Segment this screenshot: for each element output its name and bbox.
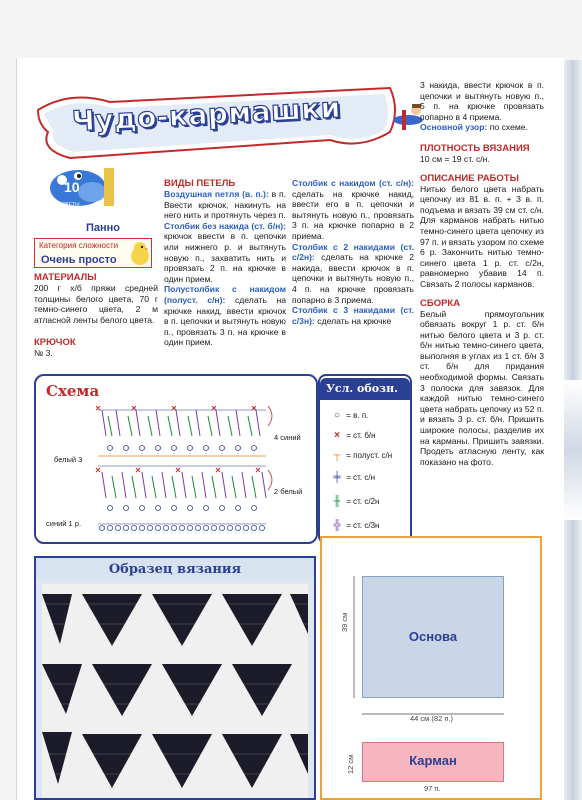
legend-item	[330, 520, 379, 531]
scheme-title: Схема	[46, 382, 100, 400]
stitch-name: Столбик без накида (ст. б/н):	[164, 220, 286, 231]
pocket-height-label: 12 см	[346, 754, 355, 774]
row-label-3: белый 3	[54, 455, 83, 464]
single-crochet-icon: ×	[334, 430, 340, 441]
base-width-label: 44 см (82 п.)	[410, 714, 453, 723]
treble-crochet-icon: ╫	[333, 496, 341, 507]
pattern-label: Основной узор:	[420, 122, 488, 133]
base-pattern	[362, 576, 504, 698]
knit-pattern-image	[42, 584, 308, 798]
page-fold-highlight	[564, 380, 582, 520]
crochet-chart	[36, 376, 316, 542]
stitch-text: сделать на крючке накид, ввести его в п. цепочки и вытянуть новую п., провязать 3 п. на крючке попарно в 2 приема.	[292, 188, 414, 241]
hippo-icon	[42, 162, 122, 212]
knitted-sample-photo	[42, 584, 308, 798]
row-label-2: 2 белый	[274, 487, 303, 496]
legend-item	[330, 410, 368, 421]
stitch-item	[292, 305, 414, 326]
stitch-item	[164, 284, 286, 348]
stitch-text: сделать на крючке	[317, 315, 392, 326]
stitch-item	[292, 178, 414, 242]
stitch-text: сделать на крючке 2 накида, ввести крючок в п. цепочки и вытянуть новую п., 4 п. на крючке провязать попарно в 3 приема.	[292, 252, 415, 305]
stitch-name: Столбик с накидом (ст. с/н):	[292, 178, 414, 188]
badge-small: СОВЕТЫ	[58, 202, 80, 208]
stitch-name: Столбик с 3 накидами (ст. с/3н):	[292, 305, 414, 326]
chick-icon	[128, 240, 152, 266]
legend-item	[330, 472, 375, 483]
stitch-item	[164, 221, 286, 285]
double-treble-icon: ╬	[333, 520, 341, 531]
work-text: Нитью белого цвета набрать цепочку из 81 в. п. + 3 в. п. подъема и вязать 39 см ст. с/н. Для карманов набрать нитью темно-синего цвета цепочку из 97 п. и вязать узором по схеме 6 р. Закончить нитью темно-синего цвета 1 р. ст. с/2н, равномерно убавив 14 п. Связать 2 полосы карманов.	[420, 183, 544, 289]
legend-label: = в. п.	[346, 411, 369, 420]
legend-label: = ст. с/н	[346, 473, 375, 482]
gauge-text: 10 см = 19 ст. с/н.	[420, 153, 490, 164]
legend-label: = ст. б/н	[346, 431, 376, 440]
stitch-text: в п. Ввести крючок, накинуть на него нить и протянуть через п.	[164, 189, 287, 221]
row-label-4: 4 синий	[274, 433, 301, 442]
instructions-column	[420, 80, 544, 467]
stitch-name: Воздушная петля (в. п.):	[164, 189, 269, 199]
title-banner	[30, 80, 410, 170]
chain-icon: ○	[333, 410, 341, 421]
stitches-column-1	[164, 178, 286, 348]
stitch-continuation: 3 накида, ввести крючок в п. цепочки и вытянуть новую п., 5 п. на крючке провязать попарно в 4 приема.	[420, 80, 544, 122]
chart-row-4	[96, 406, 266, 436]
base-height-line	[350, 576, 358, 700]
gauge-title: ПЛОТНОСТЬ ВЯЗАНИЯ	[420, 142, 530, 154]
pocket-width-label: 97 п.	[424, 784, 441, 793]
stitches-column-2	[292, 178, 414, 326]
sample-title: Образец вязания	[36, 558, 314, 580]
legend-item	[330, 496, 379, 507]
assembly-text: Белый прямоугольник обвязать вокруг 1 р. ст. б/н нитью белого цвета и 3 р. ст. б/н нитью темно-синего цвета, выполняя в углах из 1 ст. б/н 3 ст. б/н для придания необходимой формы. Связать 3 полоски для завязок. Для каждой нитью темно-синего цвета набрать цепочку из 52 п. и вязать 3 р. ст. б/н. Пришить широкие полосы, разделив их на карманы. Пришить завязки. Продеть атласную ленту, как показано на фото.	[420, 308, 544, 467]
stitch-name: Столбик с 2 накидами (ст. с/2н):	[292, 241, 414, 263]
sample-panel	[34, 556, 316, 800]
legend-label: = ст. с/3н	[346, 521, 380, 530]
pattern-line	[420, 122, 544, 133]
base-label: Основа	[408, 629, 458, 644]
work-title: ОПИСАНИЕ РАБОТЫ	[420, 172, 519, 184]
pocket-label: Карман	[409, 753, 457, 768]
materials-title: МАТЕРИАЛЫ	[34, 272, 97, 283]
legend-label: = полуст. с/н	[346, 451, 393, 460]
difficulty-value: Очень просто	[41, 254, 117, 266]
pocket-pattern	[362, 742, 504, 782]
chart-row-2	[96, 468, 266, 498]
hook-text: № 3.	[34, 348, 53, 359]
base-height-label: 39 см	[340, 612, 349, 632]
legend-title: Усл. обозн.	[320, 378, 410, 400]
badge-number: 10	[64, 179, 80, 195]
hook-title: КРЮЧОК	[34, 337, 76, 349]
stitch-name: Полустолбик с накидом (полуст. с/н):	[164, 284, 286, 305]
row-label-1: синий 1 р.	[46, 519, 82, 528]
materials-column	[34, 272, 158, 359]
legend-label: = ст. с/2н	[346, 497, 380, 506]
assembly-title: СБОРКА	[420, 297, 461, 309]
legend-item	[330, 450, 392, 461]
legend-panel	[318, 374, 412, 544]
pattern-text: по схеме.	[489, 122, 528, 133]
stitch-item	[164, 189, 286, 221]
project-name: Панно	[86, 222, 121, 234]
scheme-panel	[34, 374, 318, 544]
half-double-icon: ┬	[333, 450, 341, 461]
legend-item	[330, 430, 376, 441]
stitch-text: сделать на крючке накид, ввести крючок в п. цепочки и вытянуть новую п., провязать 3 п. на крючке в один прием.	[164, 294, 286, 348]
stitch-text: крючок ввести в п. цепочки или нижнего р. и вытянуть новую п., захватить нить и провязать 2 п. на крючке в один прием.	[164, 231, 286, 284]
chart-row-3	[98, 456, 266, 466]
difficulty-label: Категория сложности	[39, 241, 119, 250]
stitches-title: ВИДЫ ПЕТЕЛЬ	[164, 178, 236, 189]
stitch-item	[292, 242, 414, 306]
page-title: Чудо-кармашки	[71, 90, 342, 139]
chart-row-1	[98, 406, 272, 531]
double-crochet-icon: ╪	[333, 472, 341, 483]
materials-text: 200 г х/б пряжи средней толщины белого цвета, 70 г темно-синего цвета, 2 м атласной ленты белого цвета.	[34, 283, 158, 325]
